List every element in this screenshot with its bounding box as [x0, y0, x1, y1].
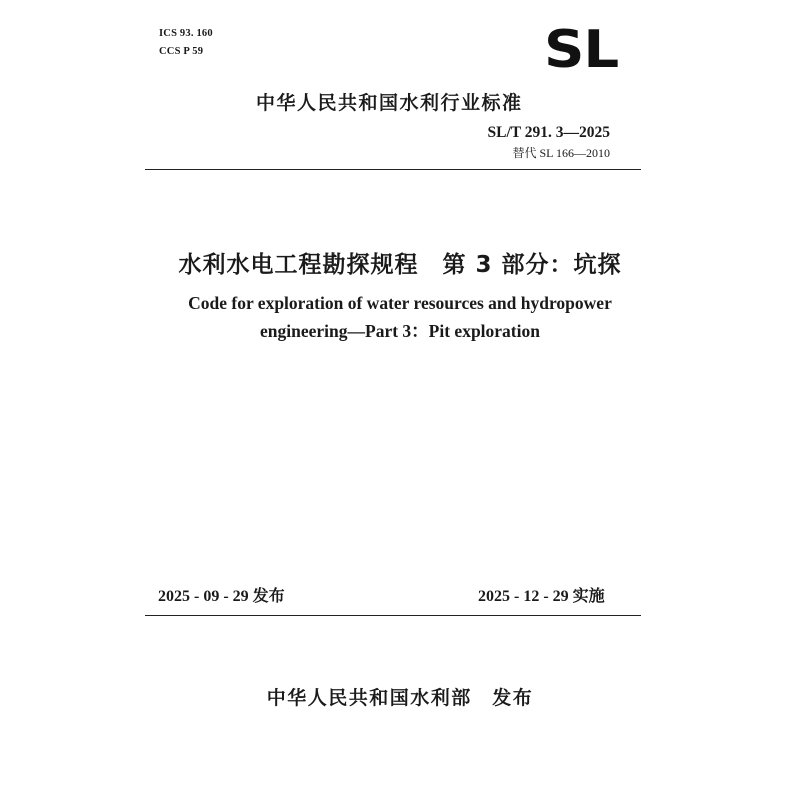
sl-logo: SL — [544, 20, 619, 80]
issue-date: 2025 - 09 - 29 发布 — [158, 588, 285, 605]
ics-code: ICS 93. 160 — [159, 28, 213, 39]
bottom-divider — [145, 615, 641, 616]
title-chinese: 水利水电工程勘探规程 第 3 部分：坑探 — [178, 252, 622, 278]
title-english-line-2: engineering—Part 3：Pit exploration — [260, 321, 540, 341]
implementation-date: 2025 - 12 - 29 实施 — [478, 588, 605, 605]
publisher: 中华人民共和国水利部 发布 — [266, 687, 534, 709]
standard-category: 中华人民共和国水利行业标准 — [256, 92, 523, 114]
title-english-line-1: Code for exploration of water resources and hydropower — [188, 293, 612, 313]
top-divider — [145, 169, 641, 170]
replaced-standard: 替代 SL 166—2010 — [512, 146, 610, 160]
standard-code: SL/T 291. 3—2025 — [487, 124, 610, 141]
ccs-code: CCS P 59 — [159, 46, 204, 57]
standard-code-block — [488, 124, 610, 161]
